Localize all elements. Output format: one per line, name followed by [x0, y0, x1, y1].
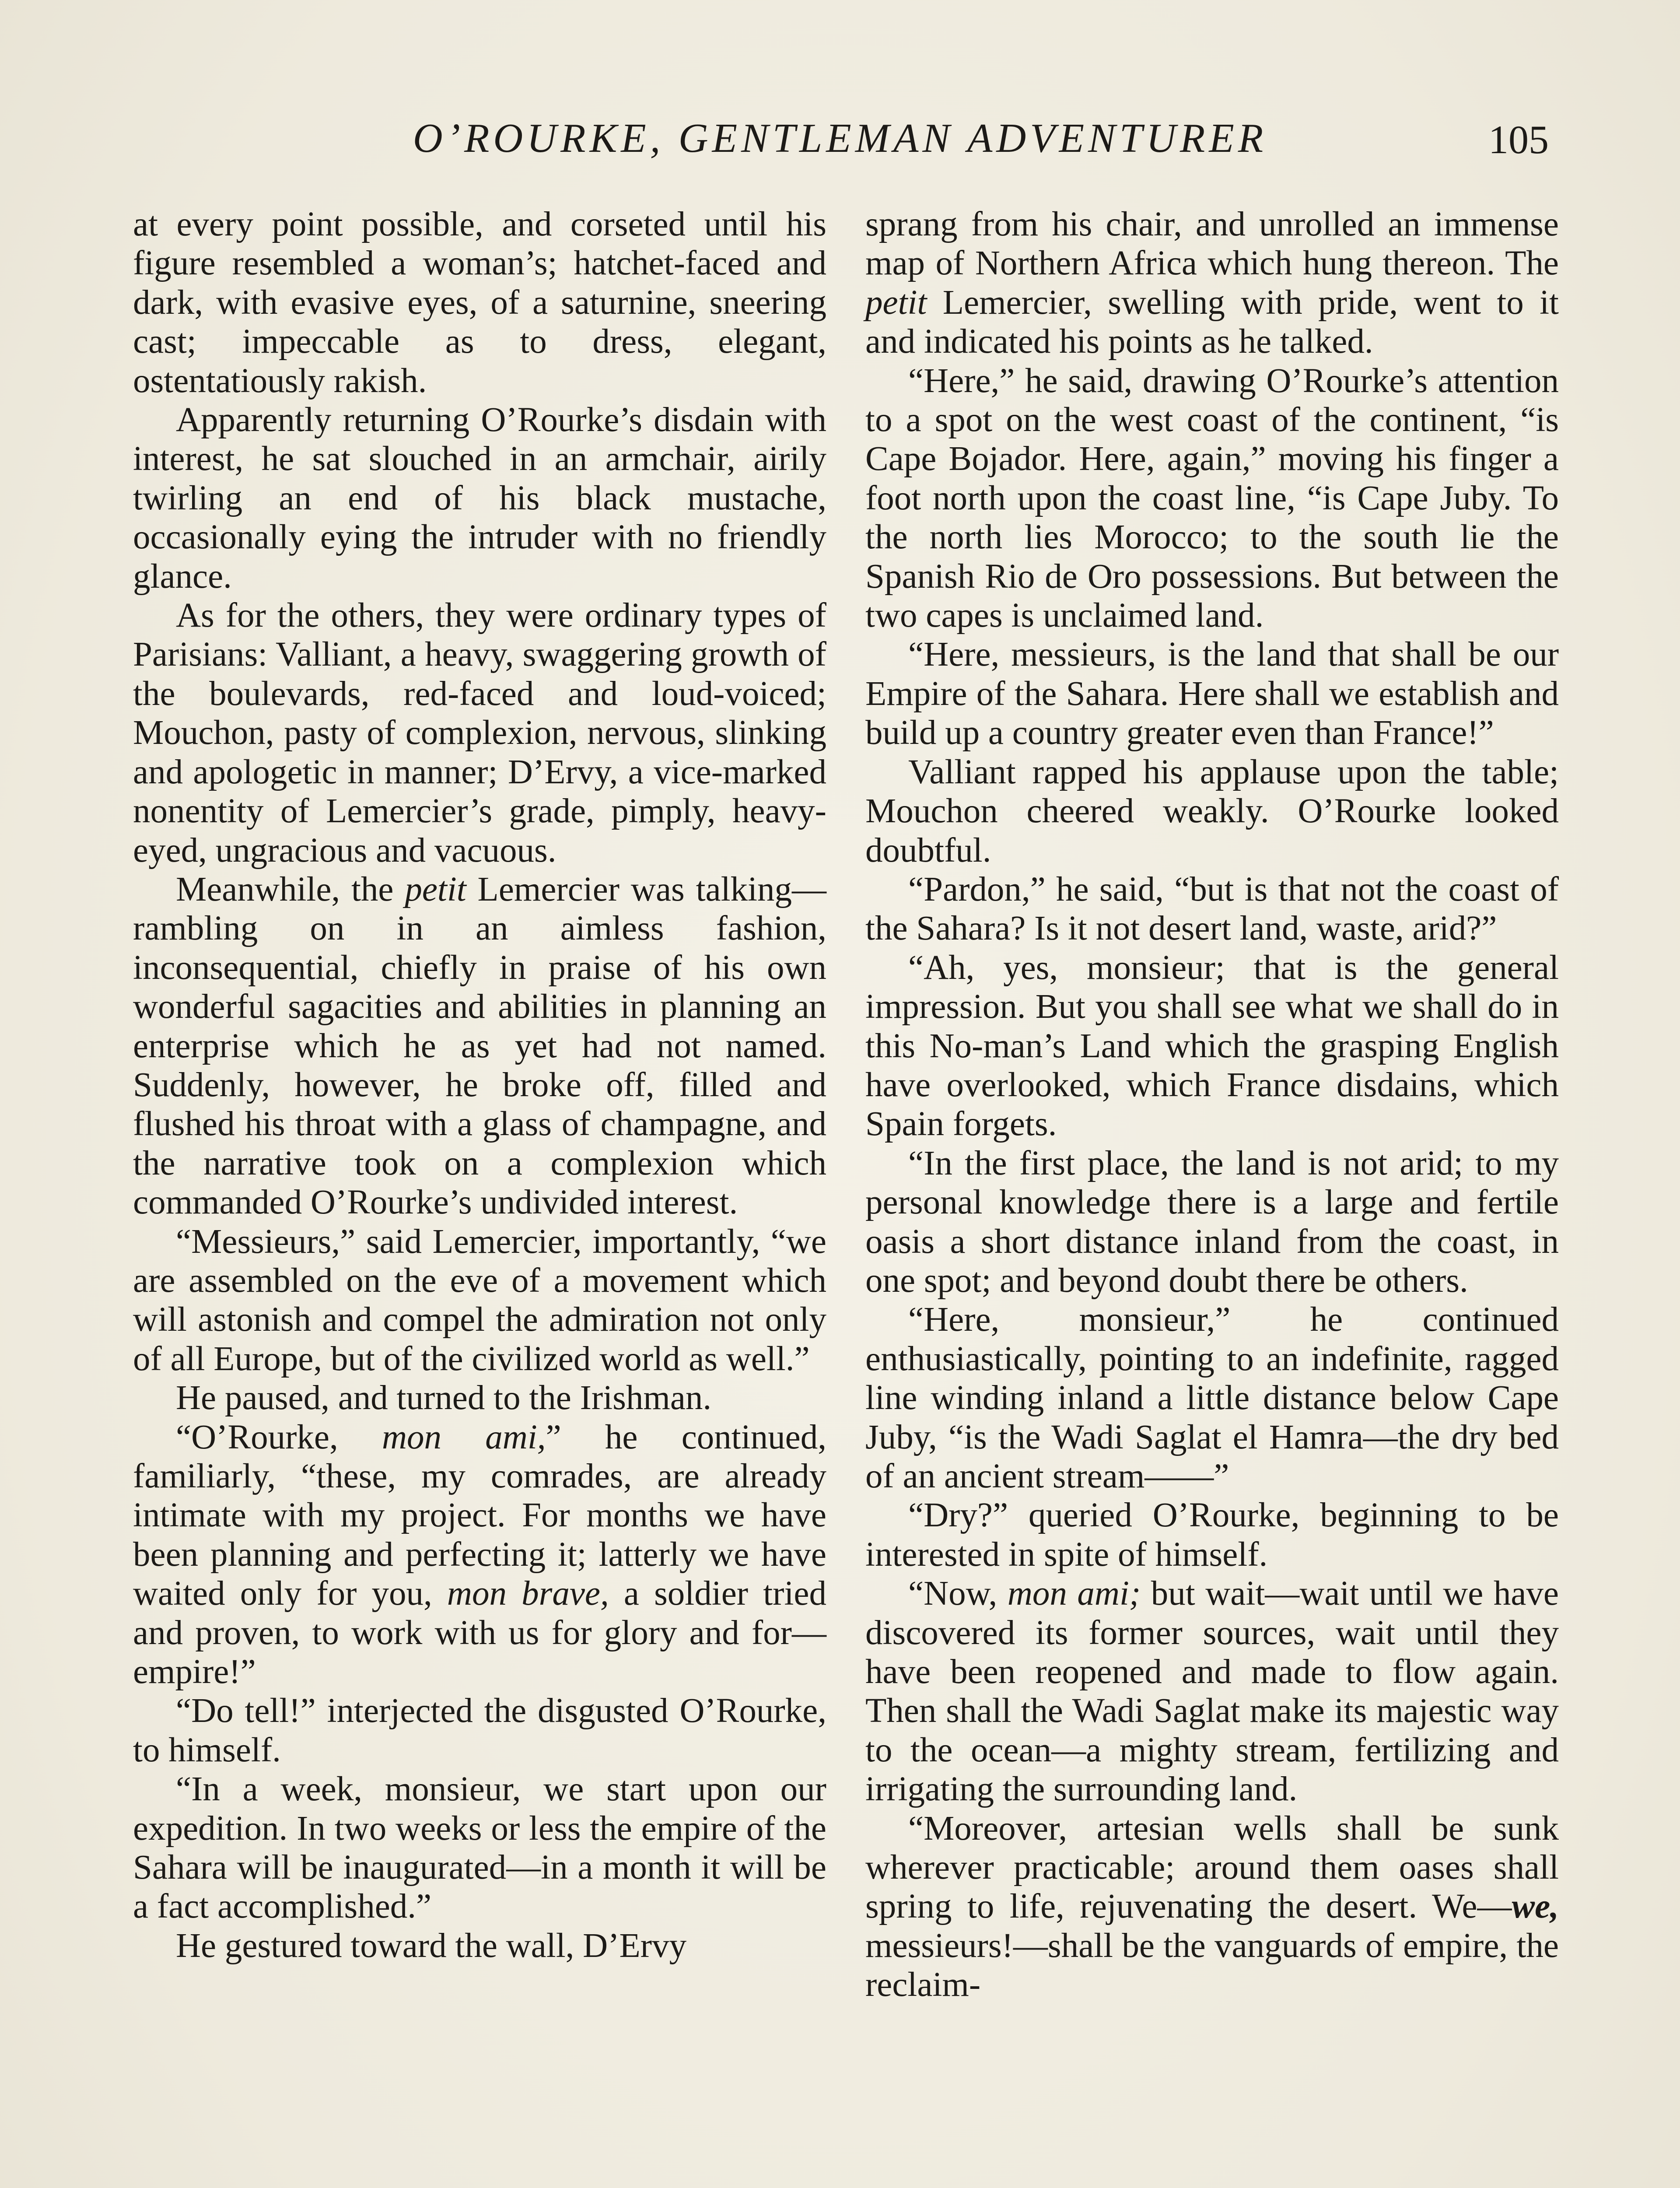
paragraph: As for the others, they were ordinary types of Parisians: Valliant, a heavy, swaggering growth of the boulevards, red-faced and loud-voiced; Mouchon, pasty of complexion, nervous, slinking and apologetic in manner; D’Ervy, a vice-marked nonentity of Lemercier’s grade, pimply, heavy-eyed, ungracious and vacuous. — [133, 596, 826, 870]
text-run: “Now, — [908, 1574, 1008, 1613]
running-title: O’ROURKE, GENTLEMAN ADVENTURER — [413, 116, 1267, 161]
text-run: messieurs!—shall be the vanguards of empire, the reclaim- — [865, 1926, 1559, 2004]
text-run: a soldier tried and proven, to work with us for glory and for—empire!” — [133, 1574, 826, 1691]
paragraph: “Here, messieurs, is the land that shall be our Empire of the Sahara. Here shall we establish and build up a country greater even than France!” — [865, 635, 1559, 752]
paragraph: “Pardon,” he said, “but is that not the coast of the Sahara? Is it not desert land, waste, arid?” — [865, 870, 1559, 948]
paragraph: Apparently returning O’Rourke’s disdain with interest, he sat slouched in an armchair, airily twirling an end of his black mustache, occasionally eying the intruder with no friendly glance. — [133, 401, 826, 596]
paragraph: “Messieurs,” said Lemercier, importantly, “we are assembled on the eve of a movement which will astonish and compel the admiration not only of all Europe, but of the civilized world as well.” — [133, 1222, 826, 1378]
italic-text: mon brave, — [447, 1574, 609, 1613]
paragraph — [133, 1418, 826, 1692]
paragraph — [865, 205, 1559, 361]
paragraph: He paused, and turned to the Irishman. — [176, 1379, 712, 1417]
paragraph: “Here,” he said, drawing O’Rourke’s attention to a spot on the west coast of the continent, “is Cape Bojador. Here, again,” moving his finger a foot north upon the coast line, “is Cape Juby. To the north lies Morocco; to the south lie the Spanish Rio de Oro possessions. But between the two capes is unclaimed land. — [865, 361, 1559, 635]
italic-text: mon ami; — [1007, 1574, 1141, 1613]
paragraph: He gestured toward the wall, D’Ervy — [176, 1926, 687, 1965]
left-column — [133, 205, 826, 1965]
text-run: sprang from his chair, and unrolled an immense map of Northern Africa which hung thereon. The — [865, 205, 1559, 283]
italic-text: petit — [865, 283, 927, 322]
text-run: “Moreover, artesian wells shall be sunk wherever practicable; around them oases shall spring to life, rejuvenating the desert. We— — [865, 1809, 1559, 1926]
text-run: Lemercier was talking—rambling on in an aimless fashion, inconsequential, chiefly in praise of his own wonderful sagacities and abilities in planning an enterprise which he as yet had not named. Suddenly, however, he broke off, filled and flushed his throat with a glass of champagne, and the narrative took on a complexion which commanded O’Rourke’s undivided interest. — [133, 870, 827, 1222]
paragraph: “Do tell!” interjected the disgusted O’Rourke, to himself. — [133, 1692, 826, 1769]
text-run: ” he continued, familiarly, “these, my comrades, are already intimate with my project. For months we have been planning and perfecting it; latterly we have waited only for you, — [133, 1418, 826, 1613]
running-head — [131, 115, 1549, 167]
right-column — [865, 205, 1559, 2005]
paragraph — [865, 1809, 1559, 2005]
italic-text: mon ami, — [382, 1418, 546, 1456]
paragraph: “Ah, yes, monsieur; that is the general impression. But you shall see what we shall do in this No-man’s Land which the grasping English have overlooked, which France disdains, which Spain forgets. — [865, 948, 1559, 1143]
bold-italic-text: we, — [1512, 1887, 1559, 1926]
paragraph — [865, 1574, 1559, 1809]
italic-text: petit — [405, 870, 466, 908]
paragraph: “Dry?” queried O’Rourke, beginning to be interested in spite of himself. — [865, 1496, 1559, 1574]
text-run: but wait—wait until we have discovered its former sources, wait until they have been reopened and made to flow again. Then shall the Wadi Saglat make its majestic way to the ocean—a mighty stream, fertilizing and irrigating the surrounding land. — [865, 1574, 1559, 1809]
text-run: “O’Rourke, — [176, 1418, 382, 1456]
text-run: Lemercier, swelling with pride, went to it and indicated his points as he talked. — [865, 283, 1559, 361]
paragraph: at every point possible, and corseted until his figure resembled a woman’s; hatchet-faced and dark, with evasive eyes, of a saturnine, sneering cast; impeccable as to dress, elegant, ostentatiously rakish. — [133, 205, 826, 400]
text-run: Meanwhile, the — [176, 870, 405, 908]
paragraph: “In a week, monsieur, we start upon our expedition. In two weeks or less the empire of the Sahara will be inaugurated—in a month it will be a fact accomplished.” — [133, 1770, 826, 1926]
paragraph: “In the first place, the land is not arid; to my personal knowledge there is a large and fertile oasis a short distance inland from the coast, in one spot; and beyond doubt there be others. — [865, 1144, 1559, 1300]
paragraph: Valliant rapped his applause upon the table; Mouchon cheered weakly. O’Rourke looked doubtful. — [865, 753, 1559, 870]
paragraph — [133, 870, 826, 1222]
paragraph: “Here, monsieur,” he continued enthusiastically, pointing to an indefinite, ragged line winding inland a little distance below Cape Juby, “is the Wadi Saglat el Hamra—the dry bed of an ancient stream——” — [865, 1301, 1559, 1495]
page-number: 105 — [1488, 117, 1549, 162]
